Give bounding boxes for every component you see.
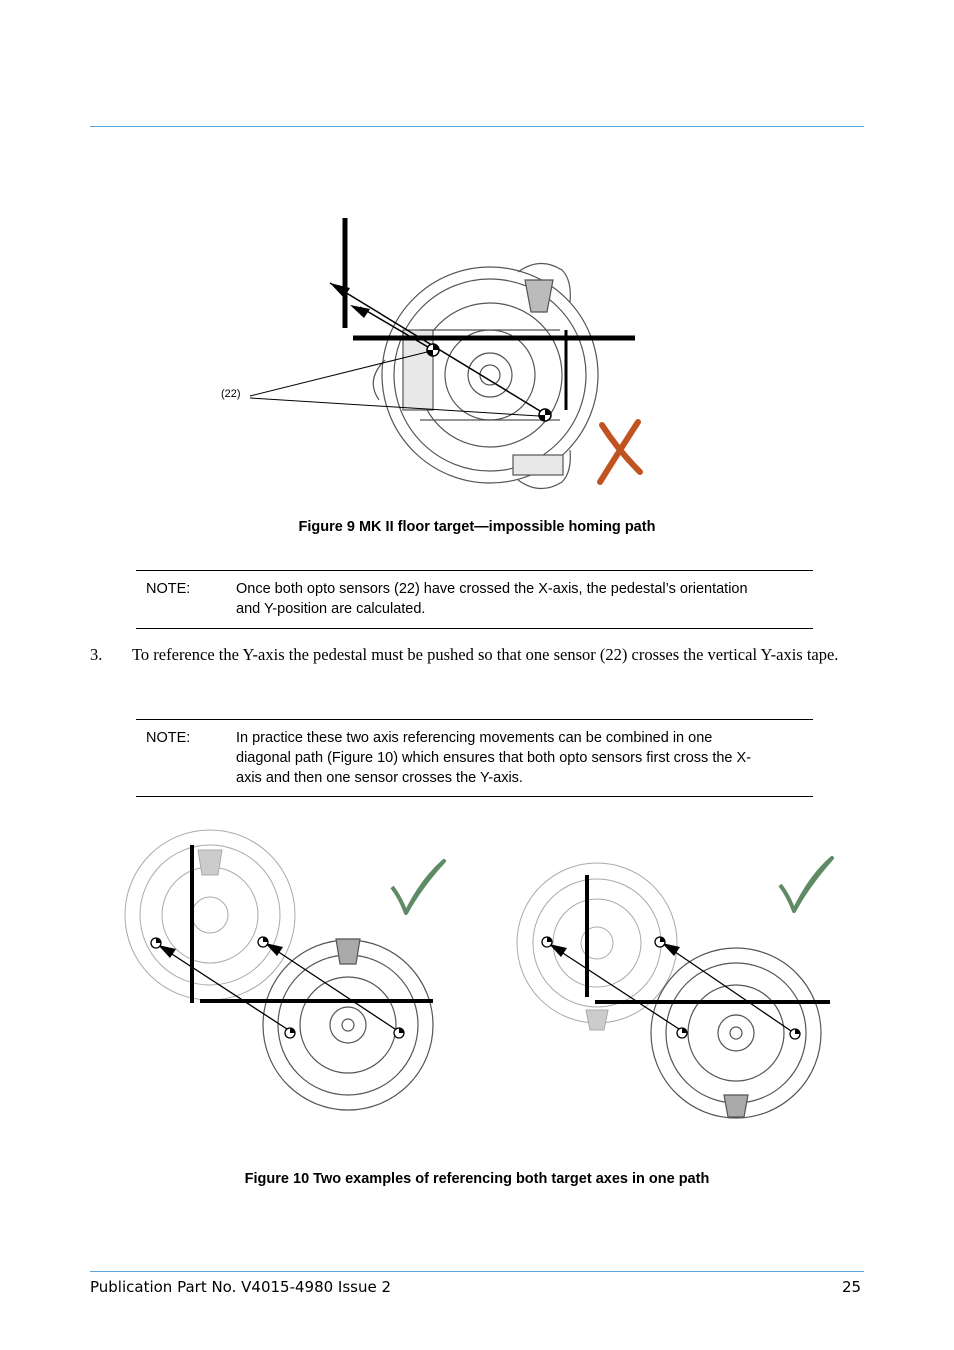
opto-sensor-marker — [285, 1028, 295, 1038]
note-label: NOTE: — [146, 581, 191, 597]
opto-sensor-marker — [258, 937, 268, 947]
note-text: In practice these two axis referencing movements can be combined in one diagonal path (Figure 10) which ensures that both opto sensors first cross the X-axis and then one sensor crosses the Y-axis. — [236, 730, 752, 786]
figure-9-diagram — [200, 210, 660, 500]
pedestal-drawing — [125, 830, 295, 1000]
page-number: 25 — [842, 1278, 862, 1296]
opto-sensor-marker — [655, 937, 665, 947]
step-text: To reference the Y-axis the pedestal must be pushed so that one sensor (22) crosses the vertical Y-axis tape. — [132, 645, 839, 664]
note-box — [136, 570, 813, 629]
note-box — [136, 719, 813, 797]
opto-sensor-marker — [677, 1028, 687, 1038]
step-number: 3. — [90, 645, 103, 664]
header-rule — [90, 126, 864, 127]
check-mark-icon — [780, 858, 832, 911]
pedestal-drawing — [263, 939, 433, 1110]
footer-rule — [90, 1271, 864, 1272]
opto-sensor-marker — [151, 938, 161, 948]
opto-sensor-marker — [539, 409, 551, 421]
publication-number: Publication Part No. V4015-4980 Issue 2 — [90, 1278, 392, 1296]
figure-9-caption: Figure 9 MK II floor target—impossible homing path — [298, 519, 656, 535]
figure-10-caption: Figure 10 Two examples of referencing both target axes in one path — [244, 1171, 710, 1187]
sensor-callout-label: (22) — [221, 388, 241, 400]
note-text: Once both opto sensors (22) have crossed the X-axis, the pedestal’s orientation and Y-position are calculated. — [236, 581, 748, 617]
pedestal-drawing — [373, 263, 598, 488]
opto-sensor-marker — [427, 344, 439, 356]
opto-sensor-marker — [394, 1028, 404, 1038]
check-mark-icon — [392, 861, 444, 913]
opto-sensor-marker — [542, 937, 552, 947]
pedestal-drawing — [517, 863, 677, 1030]
opto-sensor-marker — [790, 1029, 800, 1039]
cross-mark-icon — [600, 422, 640, 482]
figure-10-diagram — [110, 825, 840, 1150]
note-label: NOTE: — [146, 730, 191, 746]
